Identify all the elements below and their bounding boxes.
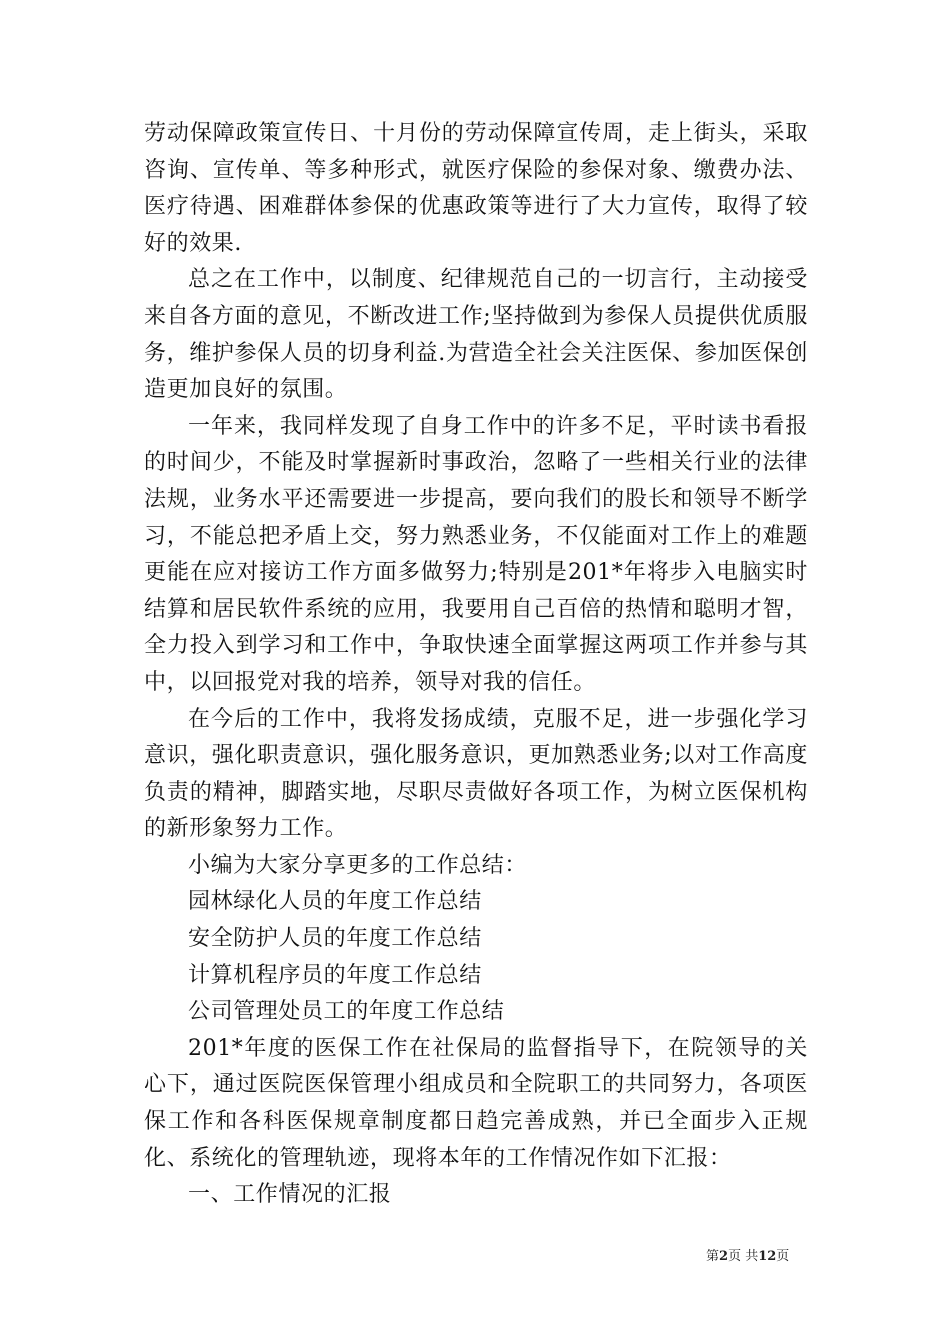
footer-prefix: 第 (706, 1249, 720, 1264)
paragraph-3: 一年来，我同样发现了自身工作中的许多不足，平时读书看报的时间少，不能及时掌握新时事政治，忽略了一些相关行业的法律法规，业务水平还需要进一步提高，要向我们的股长和领导不断学习，不能总把矛盾上交，努力熟悉业务，不仅能面对工作上的难题更能在应对接访工作方面多做努力;特别是201*年将步入电脑实时结算和居民软件系统的应用，我要用自己百倍的热情和聪明才智，全力投入到学习和工作中，争取快速全面掌握这两项工作并参与其中，以回报党对我的培养，领导对我的信任。 (144, 413, 808, 695)
paragraph-1: 劳动保障政策宣传日、十月份的劳动保障宣传周，走上街头，采取咨询、宣传单、等多种形式，就医疗保险的参保对象、缴费办法、医疗待遇、困难群体参保的优惠政策等进行了大力宣传，取得了较好的效果. (144, 121, 808, 256)
paragraph-6: 201*年度的医保工作在社保局的监督指导下，在院领导的关心下，通过医院医保管理小组成员和全院职工的共同努力，各项医保工作和各科医保规章制度都日趋完善成熟，并已全面步入正规化、系统化的管理轨迹，现将本年的工作情况作如下汇报： (144, 1035, 808, 1171)
paragraph-5: 小编为大家分享更多的工作总结： (188, 852, 528, 878)
document-body (144, 116, 808, 1214)
list-item-4: 公司管理处员工的年度工作总结 (188, 999, 505, 1025)
list-item-2: 安全防护人员的年度工作总结 (188, 926, 482, 952)
footer-middle: 页 共 (728, 1249, 759, 1264)
total-page-count: 12 (758, 1249, 777, 1264)
paragraph-2: 总之在工作中，以制度、纪律规范自己的一切言行，主动接受来自各方面的意见，不断改进工作;坚持做到为参保人员提供优质服务，维护参保人员的切身利益.为营造全社会关注医保、参加医保创造更加良好的氛围。 (144, 267, 808, 403)
list-item-3: 计算机程序员的年度工作总结 (188, 962, 482, 988)
list-item-1: 园林绿化人员的年度工作总结 (188, 889, 482, 915)
current-page-number: 2 (719, 1249, 729, 1264)
footer-suffix: 页 (776, 1249, 790, 1264)
section-heading: 一、工作情况的汇报 (188, 1182, 392, 1208)
paragraph-4: 在今后的工作中，我将发扬成绩，克服不足，进一步强化学习意识，强化职责意识，强化服务意识，更加熟悉业务;以对工作高度负责的精神，脚踏实地，尽职尽责做好各项工作，为树立医保机构的新形象努力工作。 (144, 706, 808, 842)
page-number-footer (706, 1245, 789, 1264)
